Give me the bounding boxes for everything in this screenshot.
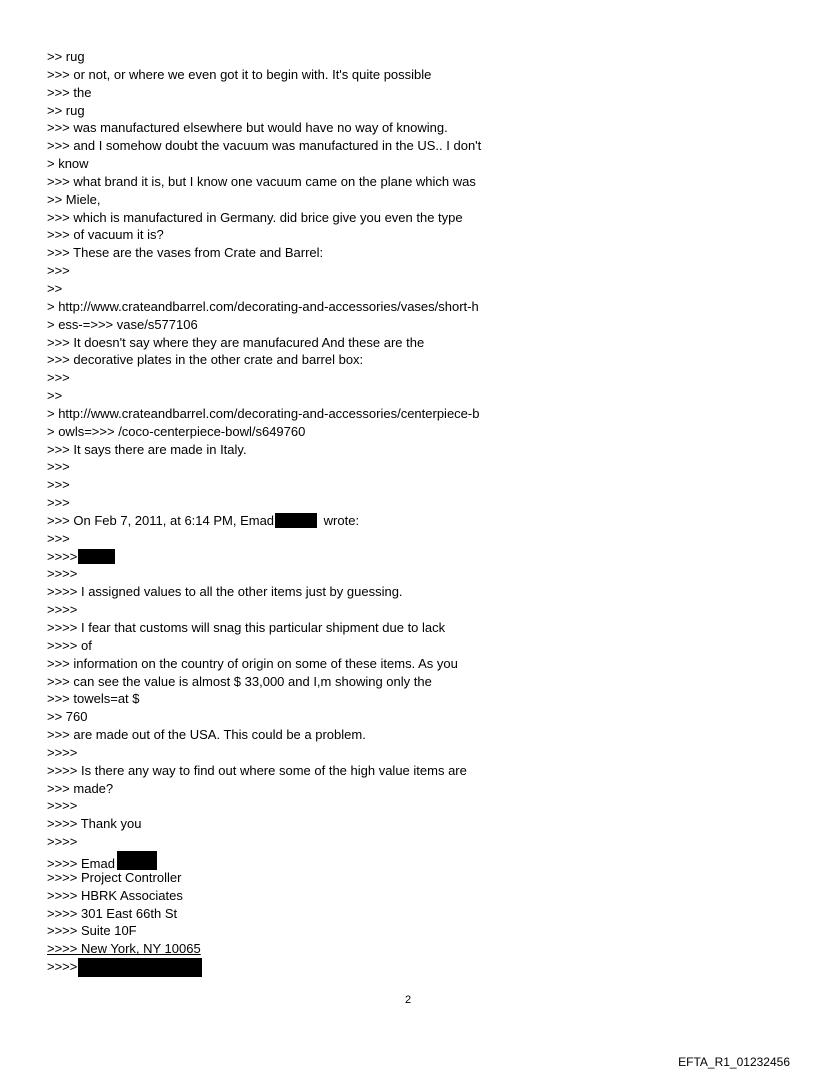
text-line: >>> was manufactured elsewhere but would have no way of knowing. (47, 120, 448, 136)
text-line: >>> It says there are made in Italy. (47, 441, 247, 457)
url-line: > ess-=>>> vase/s577106 (47, 316, 198, 332)
text-line: >>> towels=at $ (47, 691, 140, 707)
text-line: >> rug (47, 49, 85, 64)
text-line: >>> (47, 477, 70, 493)
text-line: >>> (47, 370, 70, 386)
url-line: > owls=>>> /coco-centerpiece-bowl/s649760 (47, 423, 306, 439)
text-line: >> Miele, (47, 191, 101, 207)
email-header-line (47, 512, 481, 530)
text-line: >>>> (47, 602, 78, 618)
text-line: >>>> I assigned values to all the other items just by guessing. (47, 584, 403, 600)
redaction-box (78, 958, 202, 977)
text-line: >>>> Is there any way to find out where some of the high value items are (47, 762, 467, 778)
signature-title: >>>> Project Controller (47, 869, 182, 885)
quote-marker: >>>> (47, 548, 78, 564)
page-number: 2 (404, 994, 412, 1006)
signature-city: >>>> New York, NY 10065 (47, 941, 201, 957)
email-header-suffix: wrote: (320, 512, 360, 528)
email-body (47, 48, 481, 976)
text-line: >>>> (47, 744, 78, 760)
text-line: >>> which is manufactured in Germany. did brice give you even the type (47, 209, 463, 225)
text-line: >>> can see the value is almost $ 33,000 and I,m showing only the (47, 673, 432, 689)
signature-suite: >>>> Suite 10F (47, 923, 137, 939)
text-line: >>>> I fear that customs will snag this particular shipment due to lack (47, 620, 446, 635)
quote-marker: >>>> (47, 959, 78, 975)
url-line: > http://www.crateandbarrel.com/decorating-and-accessories/vases/short-h (47, 298, 479, 314)
text-line: >> rug (47, 102, 85, 118)
text-line: >>>> (47, 798, 78, 814)
redaction-box (117, 851, 157, 870)
text-line: >>> or not, or where we even got it to begin with. It's quite possible (47, 66, 432, 82)
text-line: >> 760 (47, 709, 88, 725)
text-line: >>>> of (47, 637, 92, 653)
text-line: >>>> (47, 566, 78, 582)
signature-name-line (47, 851, 481, 869)
text-line: >>> are made out of the USA. This could be a problem. (47, 727, 366, 743)
text-line: >>> (47, 530, 70, 546)
text-line: >>> and I somehow doubt the vacuum was manufactured in the US.. I don't (47, 138, 482, 154)
text-line: >>> of vacuum it is? (47, 227, 164, 243)
text-line: >> (47, 280, 63, 296)
redacted-line (47, 548, 481, 566)
text-line: >>> (47, 459, 70, 475)
redaction-box (275, 513, 317, 528)
signature-address: >>>> 301 East 66th St (47, 905, 178, 921)
text-line: >> (47, 388, 63, 404)
text-line: >>> the (47, 84, 92, 100)
document-id: EFTA_R1_01232456 (678, 1055, 790, 1069)
text-line: > know (47, 156, 89, 172)
text-line: >>> (47, 263, 70, 279)
text-line: >>> It doesn't say where they are manufacured And these are the (47, 334, 425, 350)
text-line: >>> what brand it is, but I know one vacuum came on the plane which was (47, 173, 476, 189)
text-line: >>> These are the vases from Crate and Barrel: (47, 245, 324, 261)
text-line: >>> decorative plates in the other crate and barrel box: (47, 352, 364, 368)
redacted-line (47, 958, 481, 976)
redaction-box (78, 549, 115, 564)
text-line: >>>> Thank you (47, 816, 142, 832)
text-line: >>>> (47, 834, 78, 850)
signature-name: >>>> Emad (47, 855, 115, 871)
text-line: >>> made? (47, 780, 114, 796)
signature-company: >>>> HBRK Associates (47, 887, 183, 903)
url-line: > http://www.crateandbarrel.com/decorating-and-accessories/centerpiece-b (47, 405, 480, 421)
text-line: >>> information on the country of origin on some of these items. As you (47, 655, 458, 671)
text-line: >>> (47, 495, 70, 511)
email-header-prefix: >>> On Feb 7, 2011, at 6:14 PM, Emad (47, 512, 275, 528)
